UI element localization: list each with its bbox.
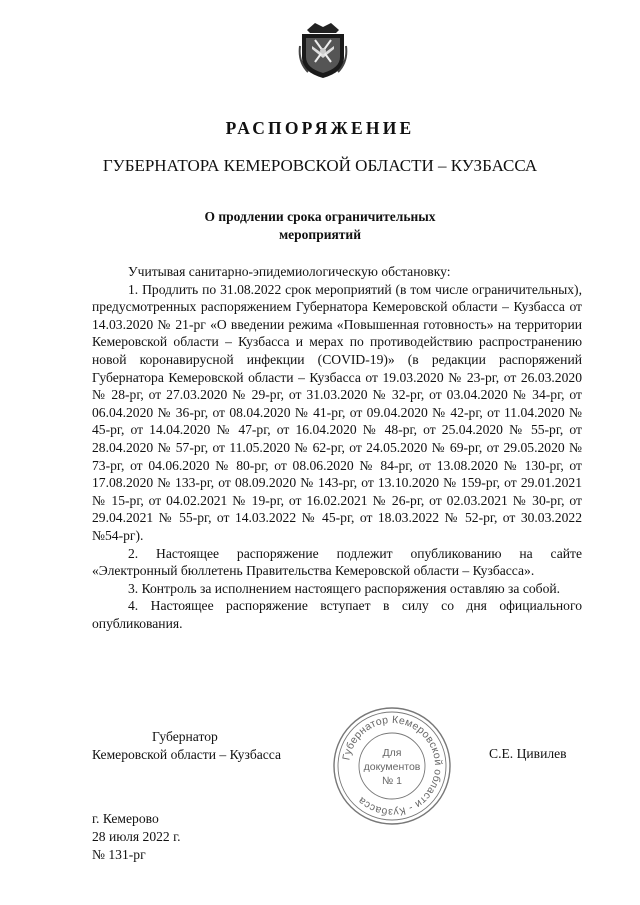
footer-date: 28 июля 2022 г.	[92, 829, 181, 844]
document-footer	[92, 810, 181, 864]
paragraph-2: 2. Настоящее распоряжение подлежит опубликованию на сайте «Электронный бюллетень Правительства Кемеровской области – Кузбасса».	[92, 545, 582, 579]
heading-line: мероприятий	[278, 227, 361, 242]
document-heading	[180, 208, 460, 244]
document-subtitle: ГУБЕРНАТОРА КЕМЕРОВСКОЙ ОБЛАСТИ – КУЗБАССА	[102, 156, 538, 175]
footer-city: г. Кемерово	[92, 811, 159, 826]
coat-of-arms-icon	[298, 16, 348, 80]
stamp-ring-text: Губернатор Кемеровской области - Кузбасса	[340, 713, 445, 819]
document-title: РАСПОРЯЖЕНИЕ	[225, 118, 415, 138]
position-line: Губернатор	[152, 729, 218, 744]
document-body	[92, 263, 582, 632]
paragraph-3: 3. Контроль за исполнением настоящего распоряжения оставляю за собой.	[128, 580, 561, 596]
stamp-line: Для	[382, 747, 402, 759]
official-stamp	[330, 704, 454, 828]
heading-line: О продлении срока ограничительных	[204, 209, 436, 224]
signatory-name: С.Е. Цивилев	[489, 746, 567, 761]
intro-paragraph: Учитывая санитарно-эпидемиологическую обстановку:	[128, 264, 451, 279]
paragraph-4: 4. Настоящее распоряжение вступает в силу со дня официального опубликования.	[92, 598, 582, 631]
position-line: Кемеровской области – Кузбасса	[92, 747, 282, 762]
stamp-line: документов	[363, 761, 421, 773]
signatory-position	[92, 728, 281, 764]
footer-number: № 131-рг	[92, 847, 146, 862]
stamp-line: № 1	[381, 775, 403, 787]
paragraph-1: 1. Продлить по 31.08.2022 срок мероприятий (в том числе ограничительных), предусмотренных распоряжением Губернатора Кемеровской области – Кузбасса от 14.03.2020 № 21-рг «О введении режима «Повышенная готовность» на территории Кемеровской области – Кузбасса и мерах по противодействию распространению новой коронавирусной инфекции (COVID-19)» (в редакции распоряжений Губернатора Кемеровской области – Кузбасса от 19.03.2020 № 23-рг, от 26.03.2020 № 28-рг, от 27.03.2020 № 29-рг, от 31.03.2020 № 32-рг, от 03.04.2020 № 34-рг, от 06.04.2020 № 36-рг, от 08.04.2020 № 41-рг, от 09.04.2020 № 42-рг, от 11.04.2020 № 45-рг, от 14.04.2020 № 47-рг, от 16.04.2020 № 48-рг, от 25.04.2020 № 55-рг, от 28.04.2020 № 57-рг, от 11.05.2020 № 62-рг, от 24.05.2020 № 69-рг, от 29.05.2020 № 73-рг, от 04.06.2020 № 80-рг, от 08.06.2020 № 84-рг, от 13.08.2020 № 130-рг, от 17.08.2020 № 133-рг, от 08.09.2020 № 143-рг, от 13.10.2020 № 159-рг, от 29.01.2021 № 15-рг, от 04.02.2021 № 19-рг, от 16.02.2021 № 26-рг, от 02.03.2021 № 30-рг, от 29.04.2021 № 55-рг, от 14.03.2022 № 45-рг, от 18.03.2022 № 52-рг, от 30.03.2022 №54-рг).	[92, 281, 582, 543]
